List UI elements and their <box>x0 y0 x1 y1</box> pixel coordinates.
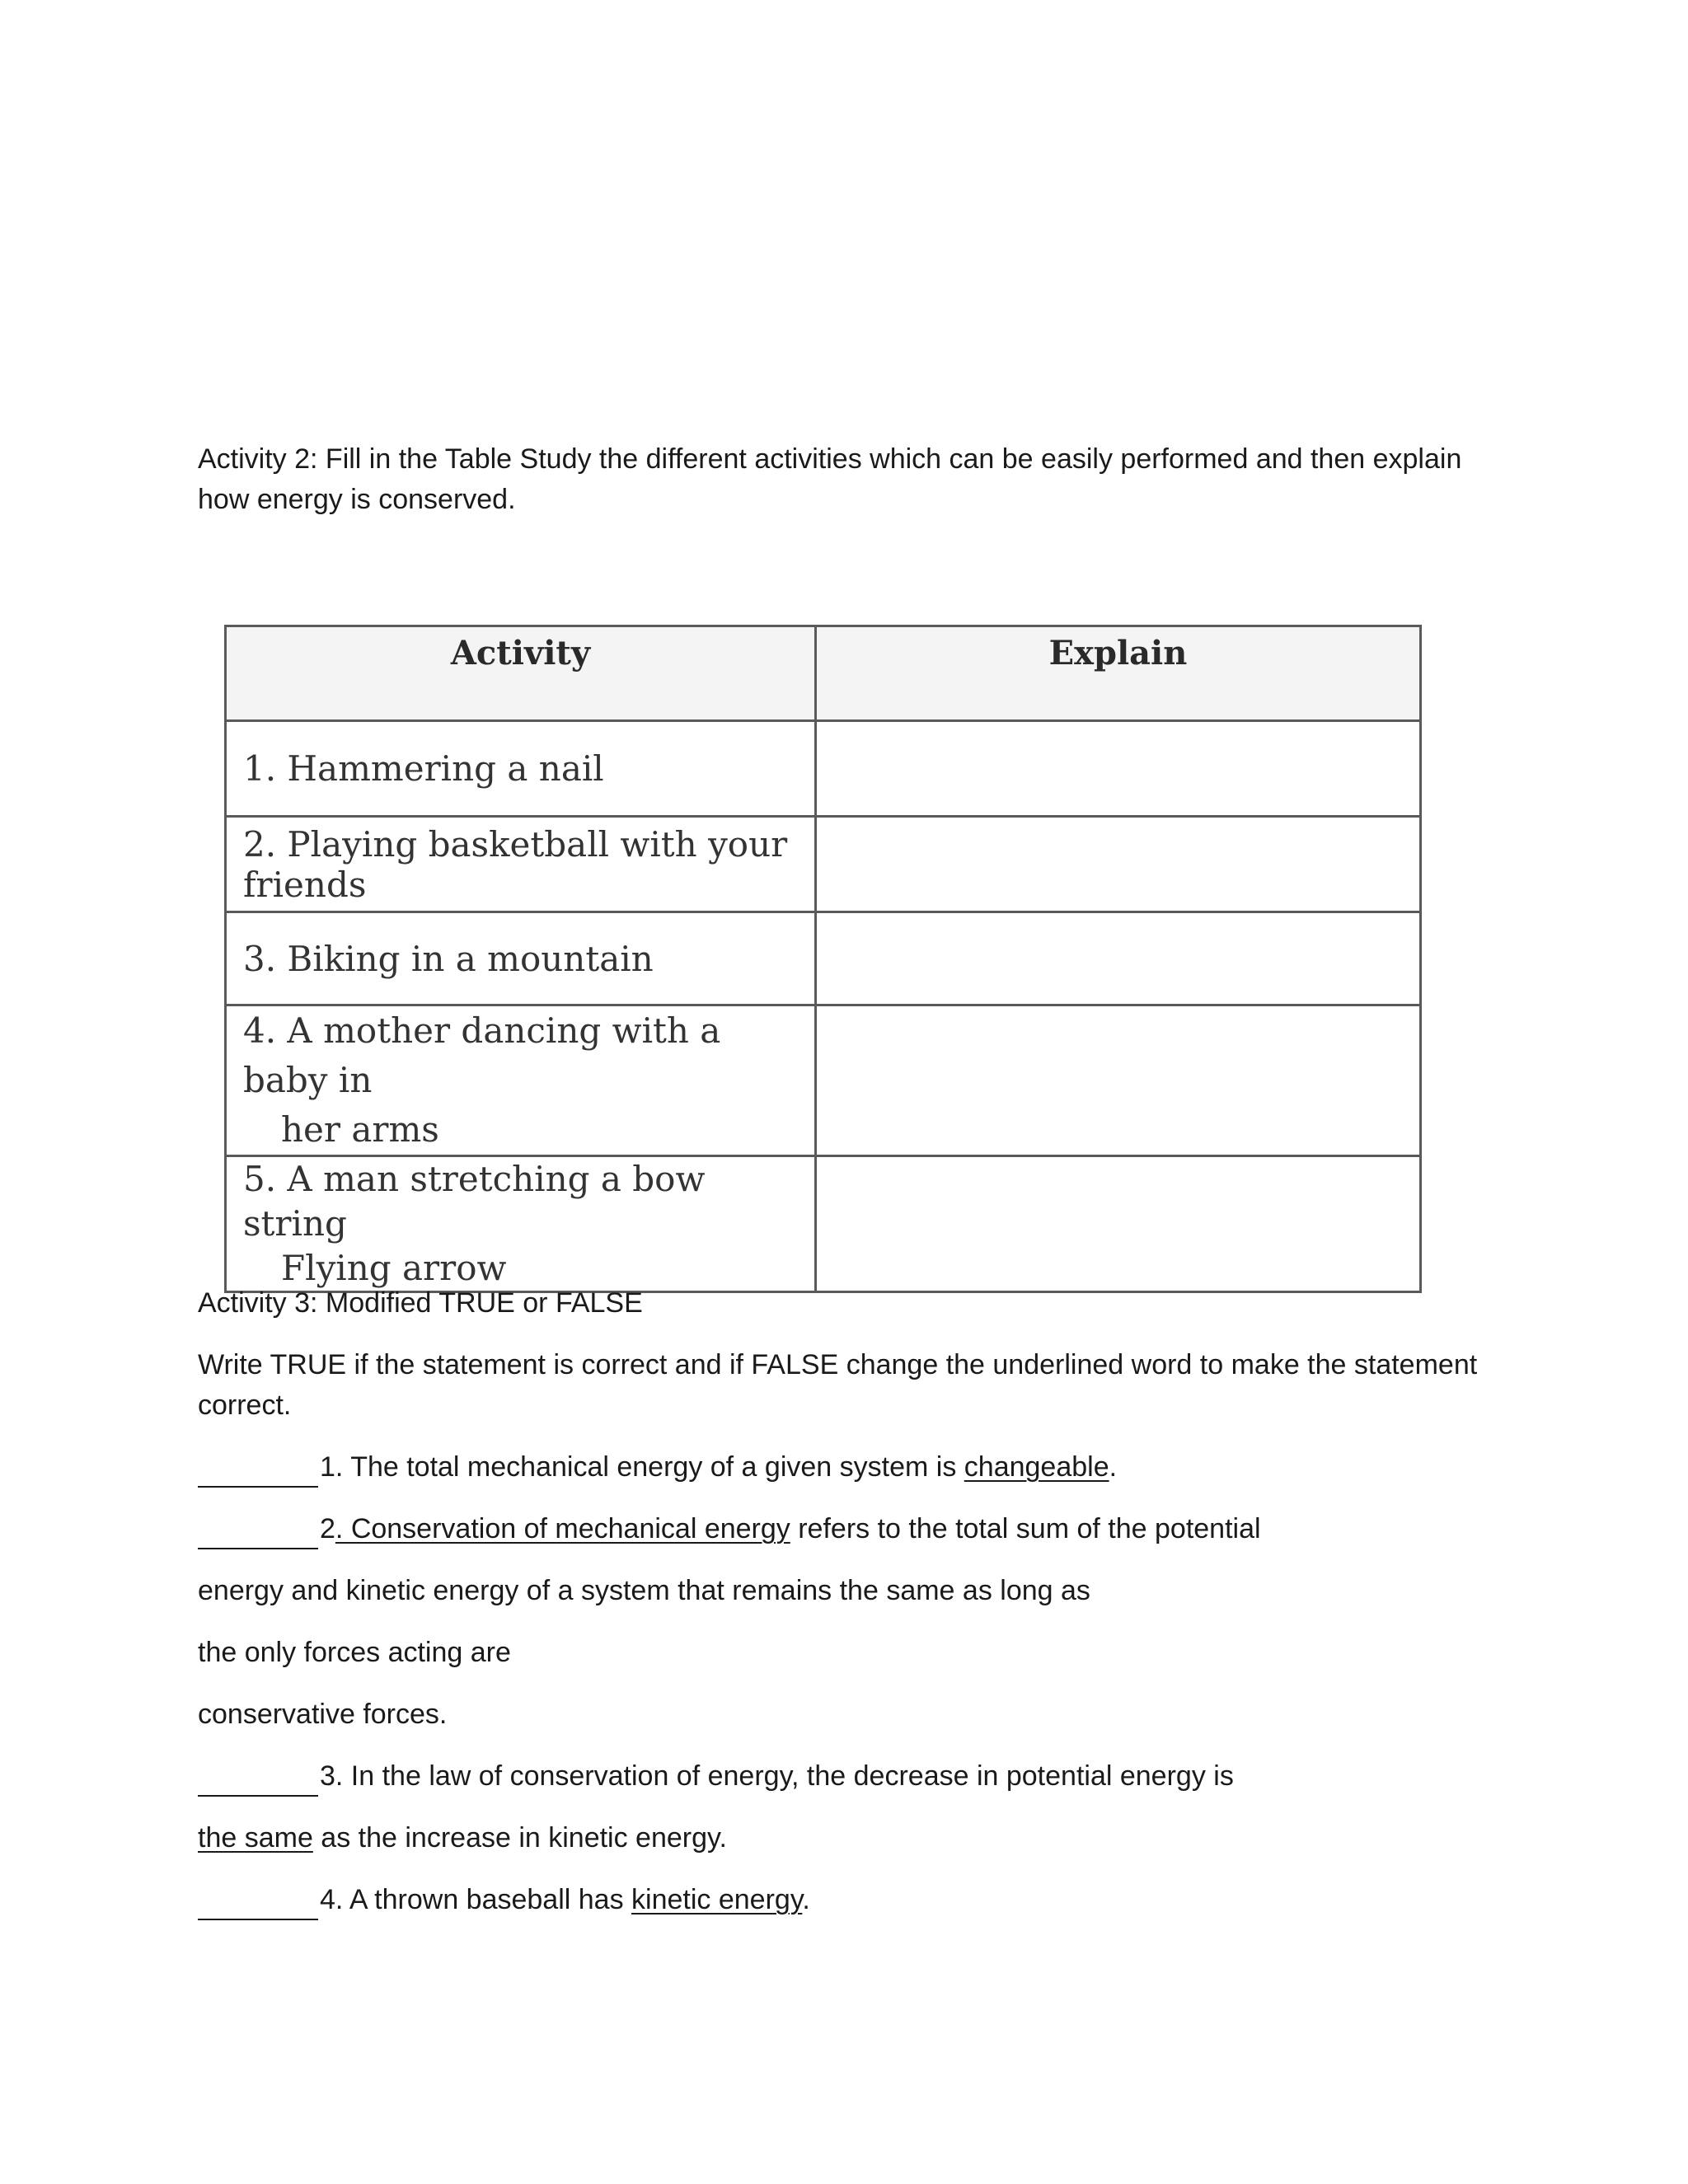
activity3-instructions-line1: Write TRUE if the statement is correct and if FALSE change the underlined word to make the statement <box>198 1349 1478 1380</box>
activity2-instructions-line2: how energy is conserved. <box>198 484 516 515</box>
question-text-end: as the increase in kinetic energy. <box>312 1822 727 1854</box>
question-2-line3: the only forces acting are <box>198 1637 511 1668</box>
question-3-line2 <box>198 1817 727 1858</box>
underlined-term: the same <box>198 1822 313 1854</box>
answer-blank[interactable] <box>198 1764 318 1797</box>
underlined-term: changeable <box>964 1451 1109 1483</box>
activity3-title: Activity 3: Modified TRUE or FALSE <box>198 1287 643 1319</box>
activity-text: 3. Biking in a mountain <box>243 938 654 979</box>
table-row <box>226 912 1421 1005</box>
activity-text-continued: Flying arrow <box>281 1248 507 1288</box>
explain-cell[interactable] <box>816 1156 1421 1292</box>
activity-text: 1. Hammering a nail <box>243 748 604 789</box>
question-4 <box>198 1879 810 1920</box>
activity-cell <box>226 721 816 817</box>
question-number: 2 <box>320 1513 335 1544</box>
activity-cell <box>226 1005 816 1156</box>
question-2 <box>198 1508 1261 1549</box>
question-text: 3. In the law of conservation of energy, the decrease in potential energy is <box>320 1760 1234 1792</box>
explain-cell[interactable] <box>816 1005 1421 1156</box>
question-1 <box>198 1446 1117 1488</box>
table-row <box>226 817 1421 912</box>
question-2-line4: conservative forces. <box>198 1699 448 1730</box>
underlined-term: kinetic energy <box>631 1884 803 1915</box>
explain-cell[interactable] <box>816 721 1421 817</box>
activity2-instructions-line1: Activity 2: Fill in the Table Study the different activities which can be easily performed and then explain <box>198 443 1462 475</box>
activity3-instructions-line2: correct. <box>198 1390 292 1421</box>
question-text: 4. A thrown baseball has <box>320 1884 632 1915</box>
activity-cell <box>226 912 816 1005</box>
activity-table <box>224 625 1422 1293</box>
table-header-row <box>226 626 1421 721</box>
question-text-end: . <box>1109 1451 1118 1483</box>
explain-column-header: Explain <box>816 626 1421 721</box>
answer-blank[interactable] <box>198 1887 318 1920</box>
explain-cell[interactable] <box>816 912 1421 1005</box>
question-2-line2: energy and kinetic energy of a system that remains the same as long as <box>198 1575 1090 1606</box>
question-3 <box>198 1755 1234 1797</box>
answer-blank[interactable] <box>198 1516 318 1549</box>
question-text-end: . <box>802 1884 810 1915</box>
explain-cell[interactable] <box>816 817 1421 912</box>
activity-cell <box>226 817 816 912</box>
table-row <box>226 721 1421 817</box>
activity-text: 4. A mother dancing with a baby in <box>243 1010 721 1100</box>
table-row <box>226 1005 1421 1156</box>
activity-text: 5. A man stretching a bow string <box>243 1159 706 1244</box>
answer-blank[interactable] <box>198 1455 318 1488</box>
question-text: 1. The total mechanical energy of a given system is <box>320 1451 964 1483</box>
table-row <box>226 1156 1421 1292</box>
activity-text-continued: her arms <box>281 1109 439 1150</box>
question-text: refers to the total sum of the potential <box>790 1513 1261 1544</box>
activity-text: 2. Playing basketball with your friends <box>243 823 788 905</box>
activity-column-header: Activity <box>226 626 816 721</box>
activity-cell <box>226 1156 816 1292</box>
underlined-term: . Conservation of mechanical energy <box>335 1513 790 1544</box>
